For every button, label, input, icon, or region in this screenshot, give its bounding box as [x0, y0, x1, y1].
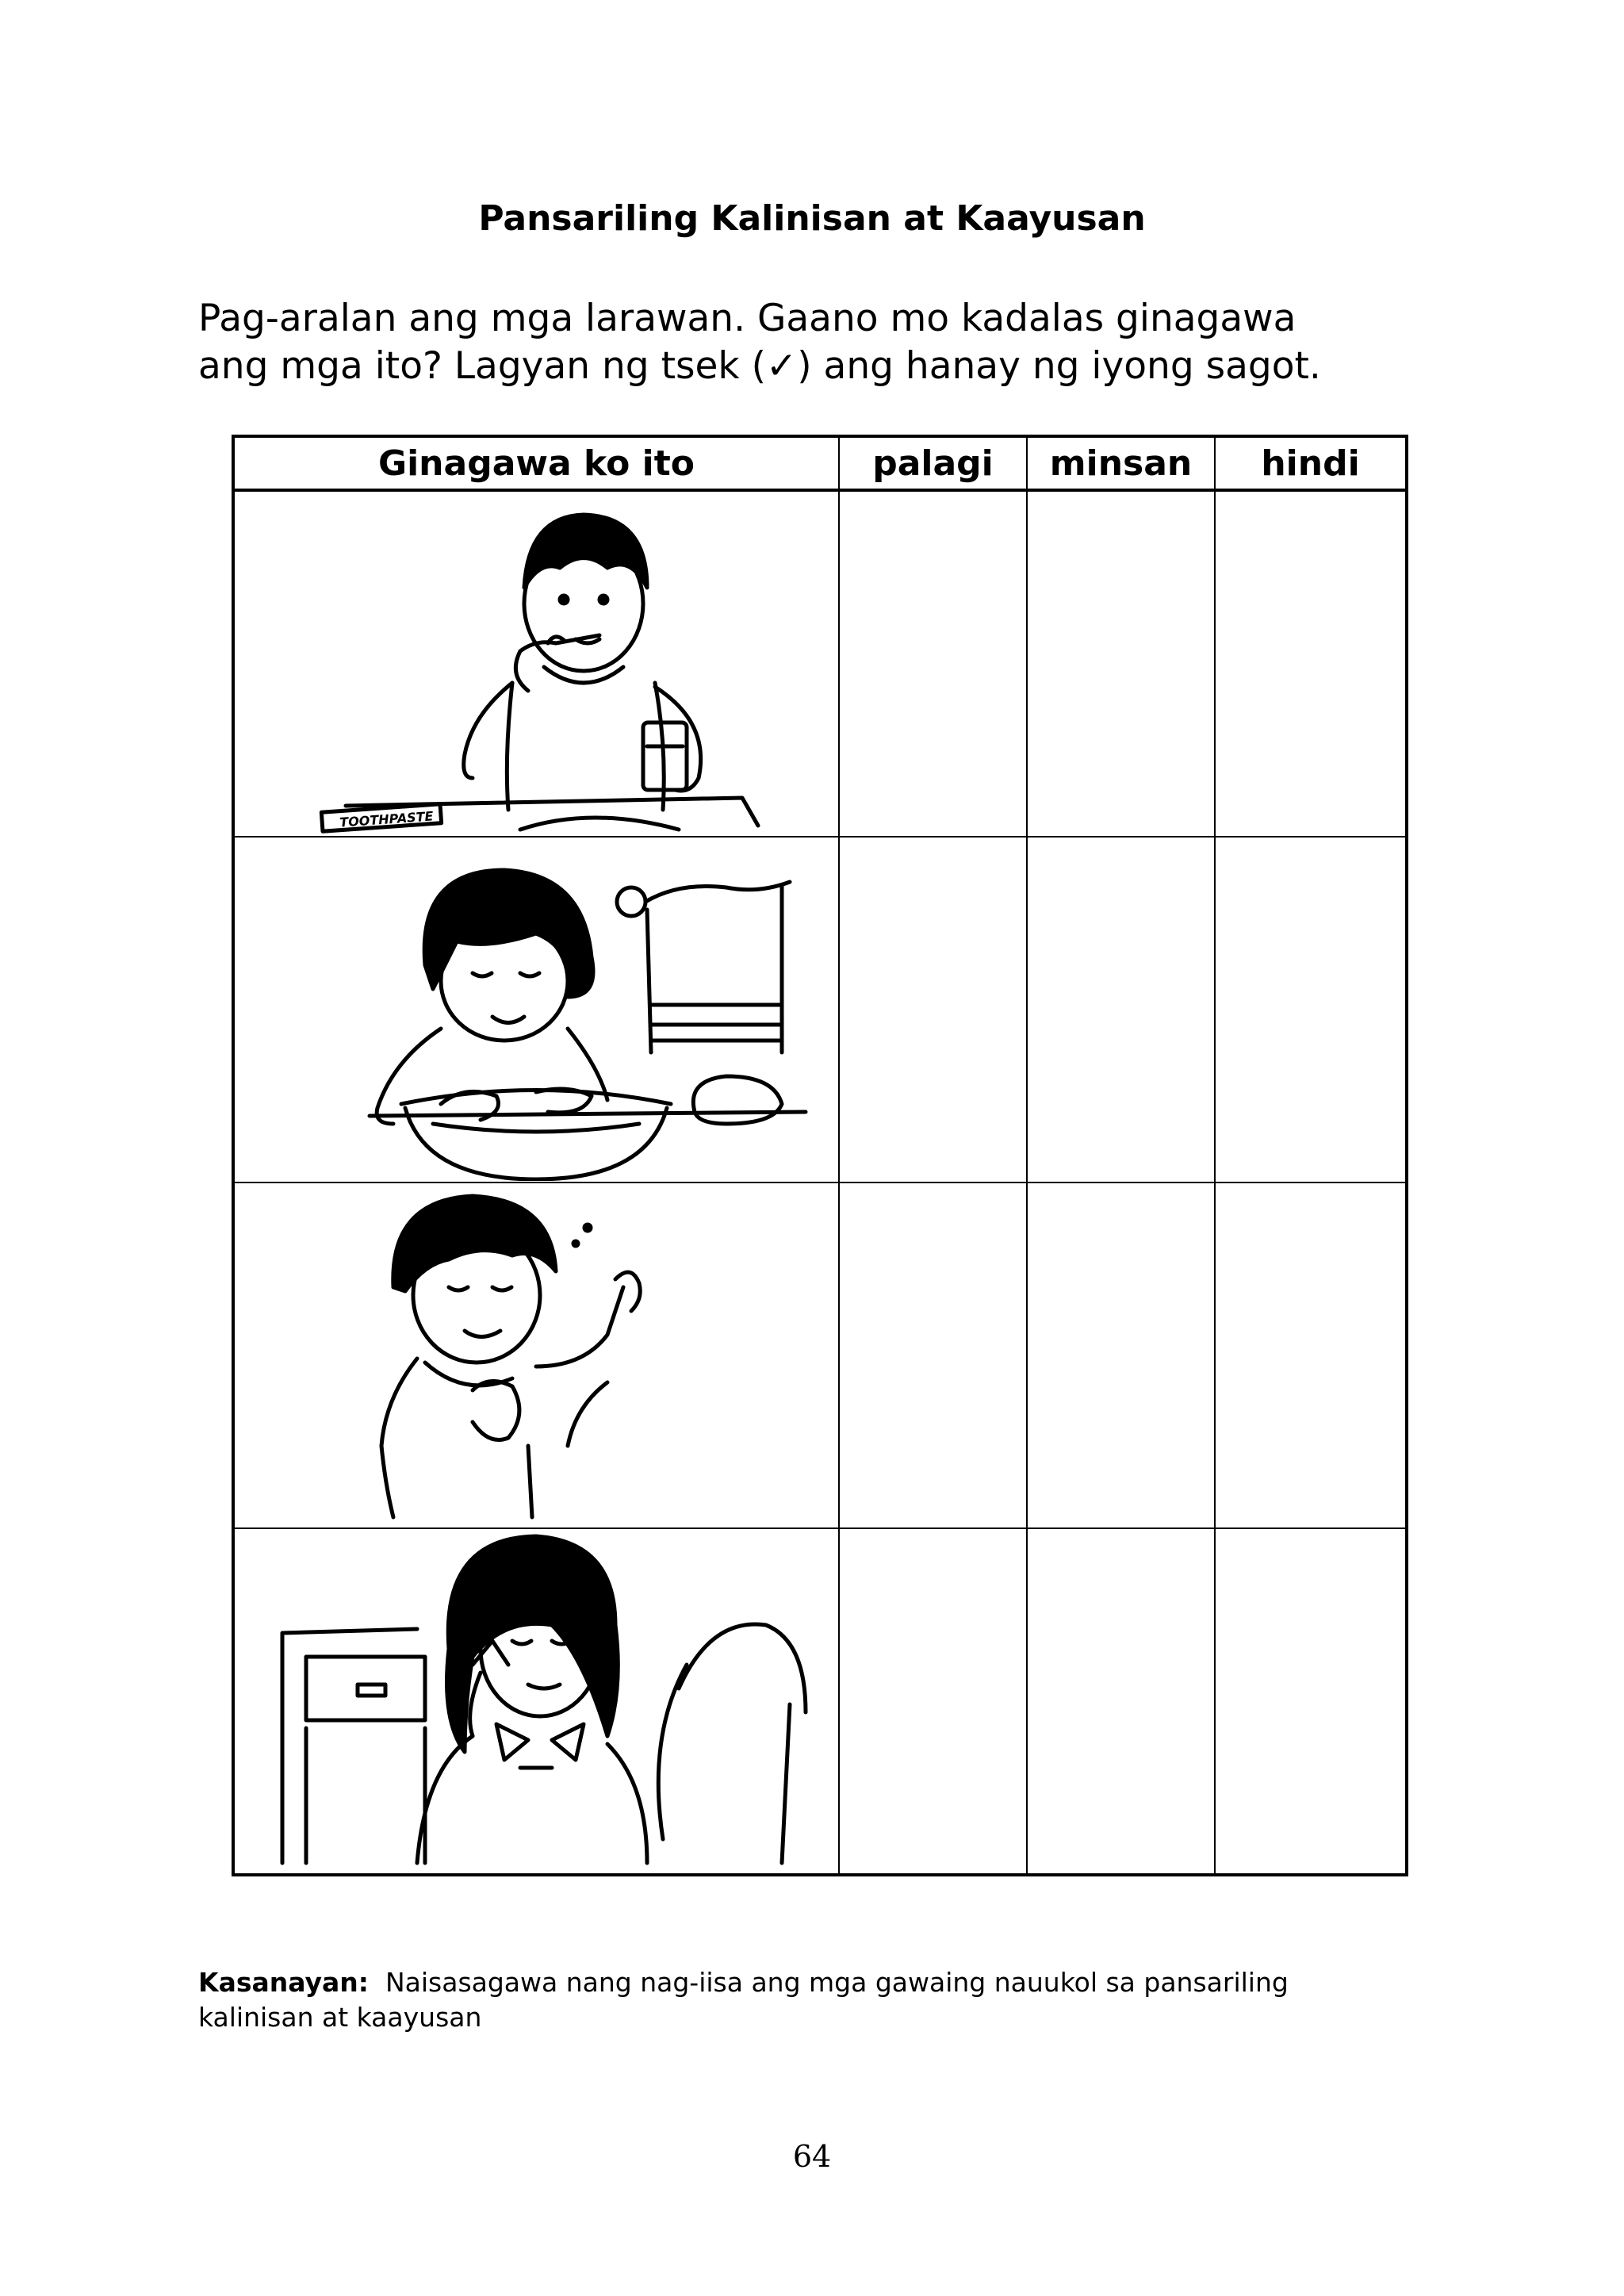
instructions — [198, 295, 1435, 390]
illustration-cell — [233, 1528, 839, 1875]
girl-combing-hair-illustration — [235, 1530, 837, 1872]
illustration-cell — [233, 1182, 839, 1528]
table-row — [233, 1182, 1407, 1528]
check-cell-palagi[interactable] — [839, 837, 1027, 1182]
skill-label: Kasanayan: — [198, 1967, 369, 1998]
check-cell-minsan[interactable] — [1027, 1528, 1215, 1875]
instructions-line-2: ang mga ito? Lagyan ng tsek (✓) ang hanay ng iyong sagot. — [198, 344, 1321, 388]
table-row — [233, 1528, 1407, 1875]
instructions-line-1: Pag-aralan ang mga larawan. Gaano mo kadalas ginagawa — [198, 297, 1297, 340]
checklist-table — [232, 435, 1408, 1876]
header-hindi: hindi — [1215, 436, 1407, 490]
check-cell-minsan[interactable] — [1027, 490, 1215, 837]
header-palagi: palagi — [839, 436, 1027, 490]
illustration-cell — [233, 490, 839, 837]
check-cell-palagi[interactable] — [839, 490, 1027, 837]
page-title: Pansariling Kalinisan at Kaayusan — [478, 198, 1146, 239]
header-minsan: minsan — [1027, 436, 1215, 490]
check-cell-hindi[interactable] — [1215, 1182, 1407, 1528]
check-cell-hindi[interactable] — [1215, 837, 1407, 1182]
toothpaste-label: TOOTHPASTE — [339, 808, 435, 830]
table-header-row — [233, 436, 1407, 490]
check-cell-minsan[interactable] — [1027, 837, 1215, 1182]
check-cell-minsan[interactable] — [1027, 1182, 1215, 1528]
page-number: 64 — [792, 2139, 832, 2174]
table-row — [233, 490, 1407, 837]
table-row — [233, 837, 1407, 1182]
check-cell-palagi[interactable] — [839, 1182, 1027, 1528]
check-cell-hindi[interactable] — [1215, 1528, 1407, 1875]
child-brushing-teeth-illustration — [235, 493, 837, 835]
check-cell-hindi[interactable] — [1215, 490, 1407, 837]
child-washing-face-illustration — [235, 838, 837, 1181]
skill-text: Naisasagawa nang nag-iisa ang mga gawaing nauukol sa pansariling kalinisan at kaayusan — [198, 1967, 1289, 2033]
skill-note — [198, 1965, 1404, 2035]
illustration-cell — [233, 837, 839, 1182]
header-ginagawa-ko-ito: Ginagawa ko ito — [233, 436, 839, 490]
check-cell-palagi[interactable] — [839, 1528, 1027, 1875]
child-bathing-illustration — [235, 1184, 837, 1527]
